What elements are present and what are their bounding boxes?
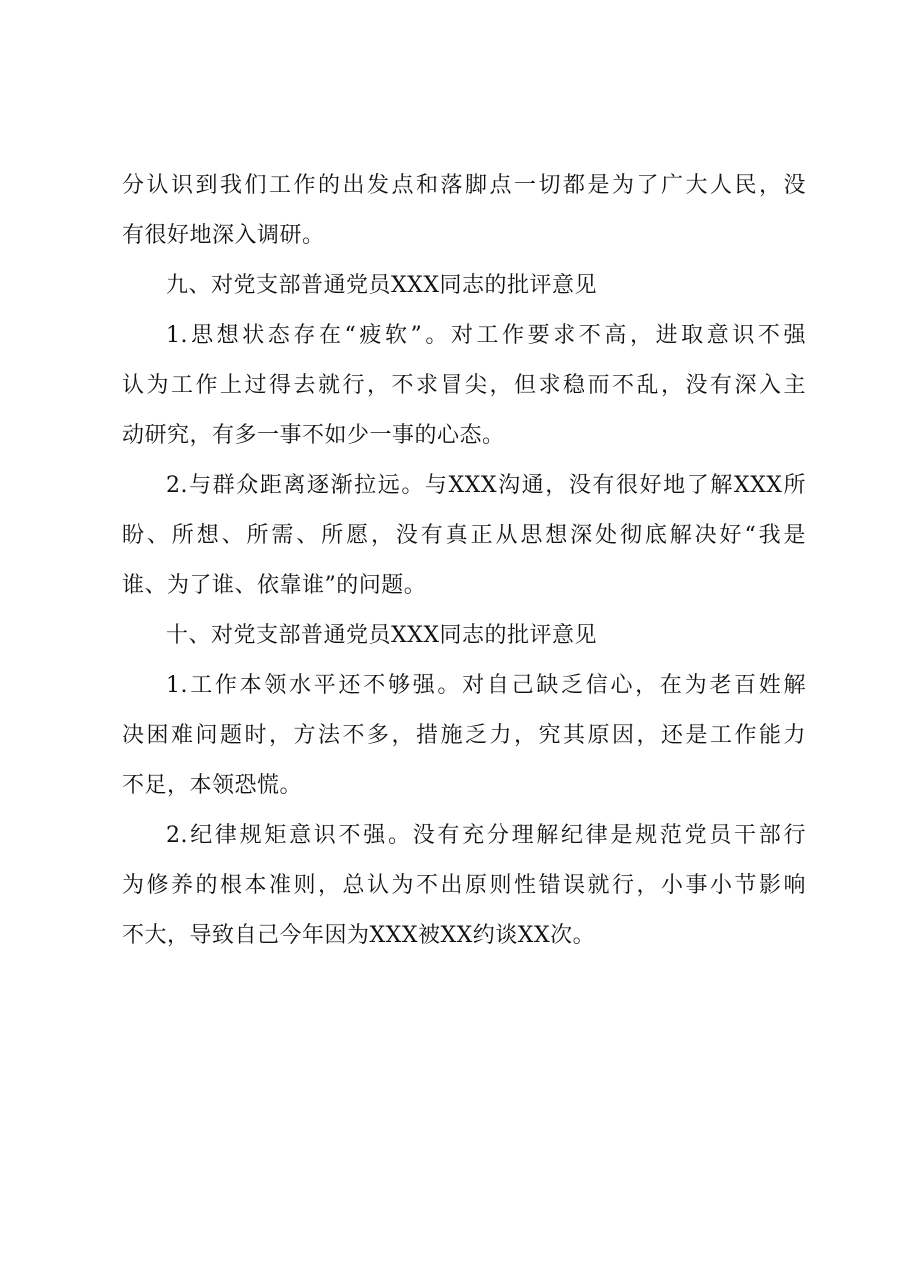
text-line: 为修养的根本准则，总认为不出原则性错误就行，小事小节影响 [122,873,806,898]
text-line: 认为工作上过得去就行，不求冒尖，但求稳而不乱，没有深入主 [122,373,806,398]
text-line: 有很好地深入调研。 [122,223,325,248]
text-line: 盼、所想、所需、所愿，没有真正从思想深处彻底解决好“我是 [122,523,806,548]
section-heading-9: 九、对党支部普通党员XXX同志的批评意见 [166,273,597,298]
text-line: 1.工作本领水平还不够强。对自己缺乏信心，在为老百姓解 [166,673,806,698]
text-line: 谁、为了谁、依靠谁”的问题。 [122,573,427,598]
section-heading-10: 十、对党支部普通党员XXX同志的批评意见 [166,623,597,648]
text-line: 决困难问题时，方法不多，措施乏力，究其原因，还是工作能力 [122,723,806,748]
text-line: 2.与群众距离逐渐拉远。与XXX沟通，没有很好地了解XXX所 [166,473,806,498]
text-line: 1.思想状态存在“疲软”。对工作要求不高，进取意识不强 [166,323,806,348]
text-line: 2.纪律规矩意识不强。没有充分理解纪律是规范党员干部行 [166,823,806,848]
text-line: 动研究，有多一事不如少一事的心态。 [122,423,505,448]
text-line: 不大，导致自己今年因为XXX被XX约谈XX次。 [122,923,596,948]
document-body [122,161,806,961]
text-line: 不足，本领恐慌。 [122,773,303,798]
text-line: 分认识到我们工作的出发点和落脚点一切都是为了广大人民，没 [122,173,806,198]
